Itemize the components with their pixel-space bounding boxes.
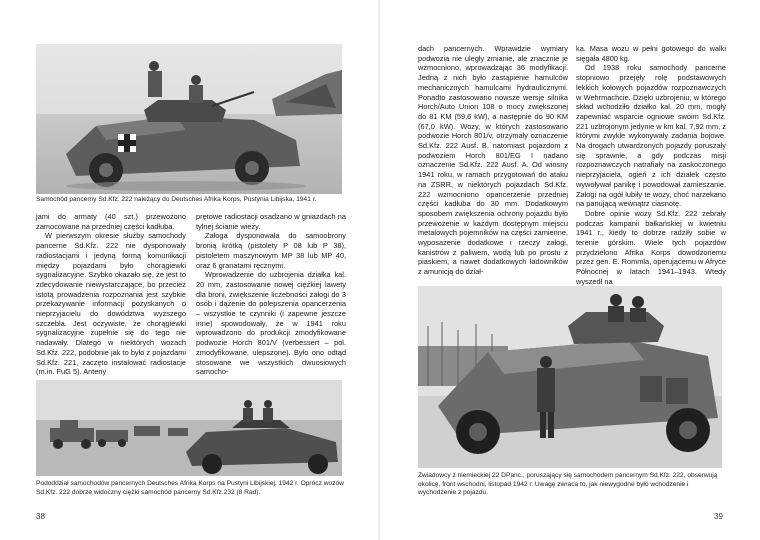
paragraph: dach pancernych. Wprawdzie wymiary podwozia nie uległy zmianie, ale znacznie je wzmocniono, wprowadzając 36 modyfikacji. Jedną z nich było zastąpienie hamulców mechanicznych hamulcami hydraulicznymi. Ponadto zastosowano nowsze wersje silnika Horch/Auto Union 108 o mocy zwiększonej do 81 KM (59,6 kW), a następnie do 90 KM (67,0 kW). Wozy, w których zastosowano podwozie Horch 801/v, otrzymały oznaczenie Sd.Kfz. 222 Ausf. B, natomiast pojazdom z podwoziem Horch 801/EG I nadano oznaczenie Sd.Kfz. 222 Ausf. A. Od wiosny 1941 roku, w ramach przygotowań do ataku na ZSRR, w niektórych pojazdach Sd.Kfz. 222 wzmocniono opancerzenie przedniej części kadłuba do 30 mm. Dodatkowym sposobem zwiększenia ochrony pojazdu było przewożenie w każdym dostępnym miejscu metalowych pojemników na części zamienne, wyposażenie dodatkowe i rzeczy załogi, kanistrów z paliwem, wodą lub po prostu z piaskiem, a nawet dodatkowych ładowników z amunicją do dział-	[418, 44, 568, 277]
photo-caption-bottom: Pododdział samochodów pancernych Deutsches Afrika Korps na Pustyni Libijskiej, 1942 r. Oprócz wozów Sd.Kfz. 222 dobrze widoczny ciężki samochód pancerny Sd.Kfz.232 (8 Rad).	[36, 480, 344, 496]
paragraph: prętowe radiostacji osadzano w gniazdach na tylnej ścianie wieży.	[196, 212, 346, 231]
paragraph: ka. Masa wozu w pełni gotowego do walki sięgała 4800 kg.	[576, 44, 726, 63]
paragraph: Wprowadzenie do uzbrojenia działka kal. 20 mm, zastosowanie nowej ciężkiej lawety dla broni, zwiększenie liczebności załogi do 3 osób i dążenie do polepszenia opancerzenia – wszystkie te czynniki (i zapewne jeszcze inne) spowodowały, że w 1941 roku wprowadzono do produkcji zmodyfikowane podwozie Horch 801/V (verbessert – pol. zmodyfikowane, ulepszone). Było ono odtąd stosowane we wszystkich dwuosiowych samocho-	[196, 270, 346, 377]
paragraph: Załoga dysponowała do samoobrony bronią krótką (pistolety P 08 lub P 38), pistoletem maszynowym MP 38 lub MP 40, oraz 6 granatami ręcznymi.	[196, 231, 346, 270]
paragraph: W pierwszym okresie służby samochody pancerne Sd.Kfz. 222 nie dysponowały radiostacjami i jedyną formą komunikacji między pojazdami było chorągiewki sygnalizacyjne. Szybko okazało się, że jest to zdecydowanie niewystarczające, bo przecież istotą prowadzenia rozpoznania jest szybkie przekazywanie informacji pozyskanych o nieprzyjacielu do dowództwa wyższego szczebla. Jest oczywiste, że chorągiewki sygnalizacyjne zupełnie się do tego nie nadawały. Dlatego w niektórych wozach Sd.Kfz. 222, podobnie jak to było z pojazdami Sd.Kfz. 221, zaczęto instalować radiostacje (m.in. FuG 5). Anteny	[36, 231, 186, 377]
photo-armored-unit-desert	[36, 380, 342, 476]
photo-scouts-eastern-front	[418, 286, 722, 468]
photo-caption-top: Samochód pancerny Sd.Kfz. 222 należący do Deutsches Afrika Korps, Pustynia Libijska, 1941 r.	[36, 196, 317, 203]
right-page-column-2	[576, 44, 726, 287]
paragraph: Od 1938 roku samochody pancerne stopniowo przejęły rolę podstawowych lekkich kołowych pojazdów rozpoznawczych w Wehrmachcie. Dzięki uzbrojeniu, w którego skład wchodziło działko kal. 20 mm, mogły zapewniać wsparcie ogniowe swoim Sd.Kfz. 221 uzbrojonym jedynie w km kal. 7,92 mm, z którymi zwykle wykonywały zadania bojowe. Na drogach utwardzonych pojazdy poruszały się sprawnie, a gdy podczas misji rozpoznawczych natrafiały na zaskoczonego nieprzyjaciela, ogień z ich działek często wywoływał panikę i powodował zamieszanie. Załogi na ogół lubiły te wozy, choć narzekano na panującą wewnątrz ciasnotę.	[576, 63, 726, 209]
photo-caption-right: Zwiadowcy z niemieckiej 22 DPanc., poruszający się samochodem pancernym Sd.Kfz. 222, obserwują okolicę, front wschodni, listopad 1942 r. Uwagę zwraca to, jak niewygodne było wchodzenie i wychodzenie z pojazdu.	[418, 472, 718, 497]
photo-armored-car-desert	[36, 44, 342, 194]
page-number-left: 38	[36, 512, 45, 521]
left-page-column-2	[196, 212, 346, 377]
page-number-right: 39	[714, 512, 723, 521]
right-page	[380, 0, 760, 540]
left-page-column-1	[36, 212, 186, 377]
right-page-column-1	[418, 44, 568, 277]
paragraph: jami do armaty (40 szt.) przewożono zamocowane na przedniej części kadłuba.	[36, 212, 186, 231]
paragraph: Dobre opinie wozy Sd.Kfz. 222 zebrały podczas kampanii bałkańskiej w kwietniu 1941 r., kiedy to dobrze radziły sobie w terenie górskim. Wiele tych pojazdów przydzielono Afrika Korps dowodzonemu przez gen. E. Rommla, operującemu w Afryce Północnej w latach 1941–1943. Wtedy wyszedł na	[576, 208, 726, 286]
